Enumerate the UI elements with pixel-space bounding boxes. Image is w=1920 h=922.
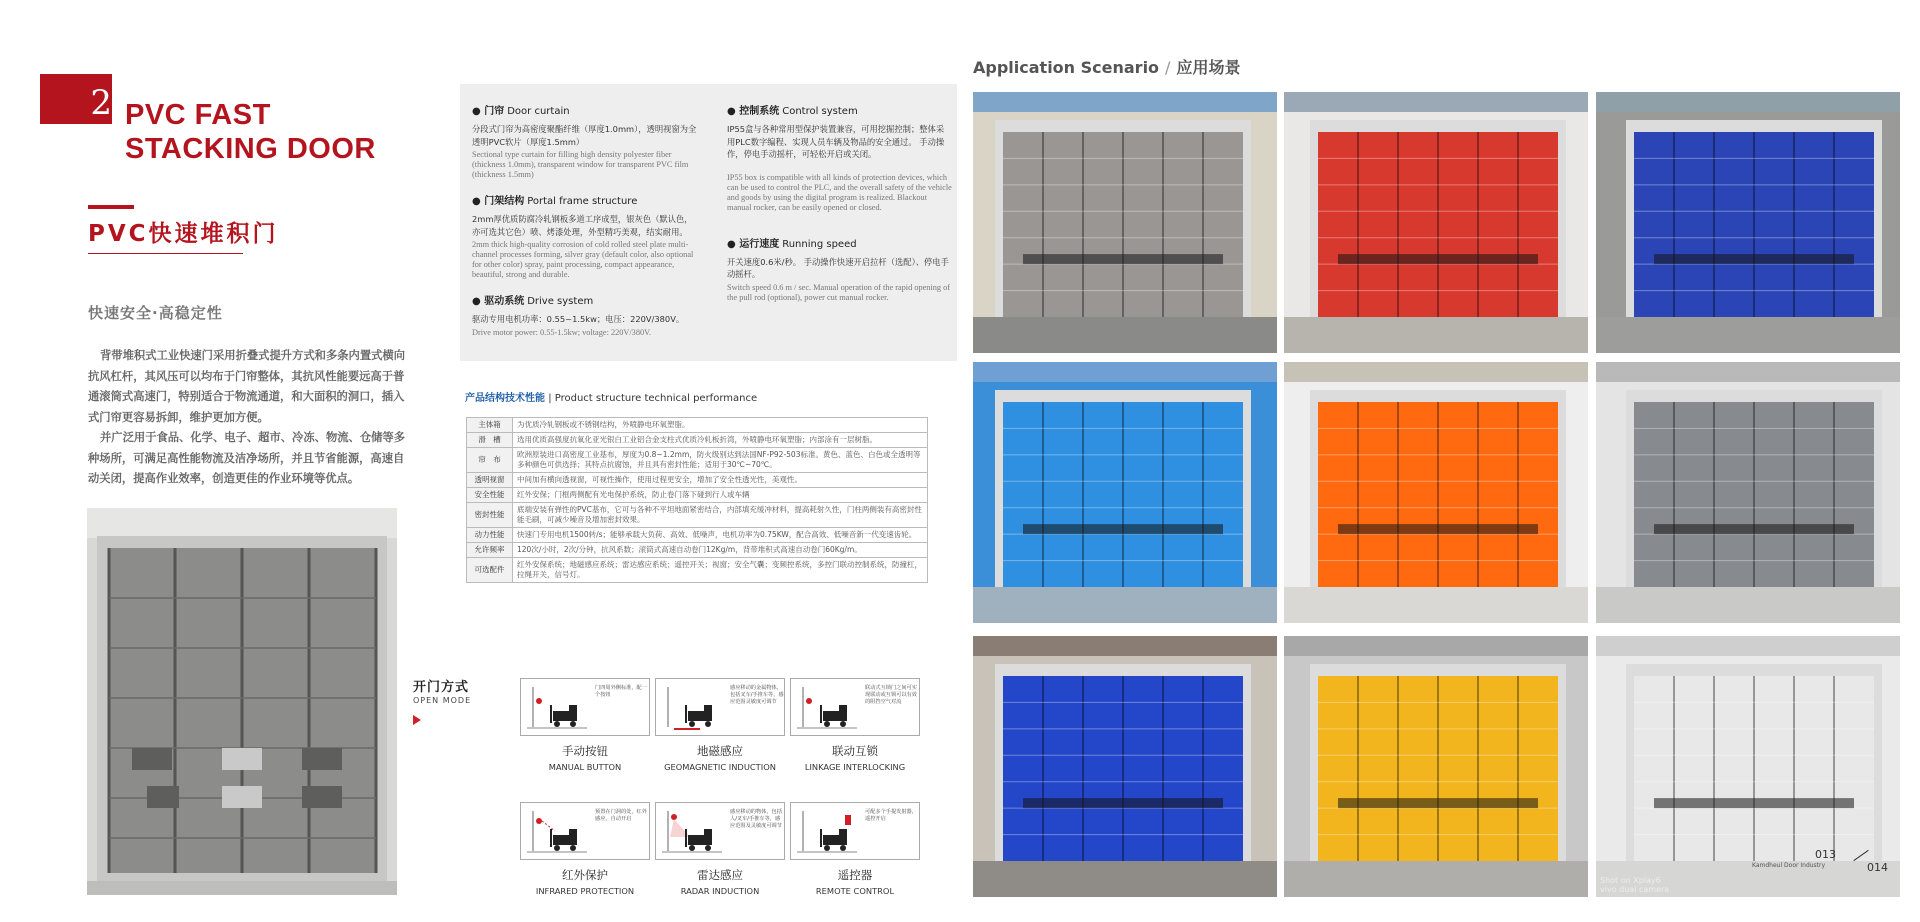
table-cell-key: 动力性能 <box>467 528 513 543</box>
table-cell-key: 主体箱 <box>467 418 513 433</box>
table-heading-en: Product structure technical performance <box>554 393 758 404</box>
open-mode-label-en: LINKAGE INTERLOCKING <box>804 762 906 772</box>
table-cell-key: 可选配件 <box>467 558 513 583</box>
table-row <box>467 543 928 558</box>
table-row <box>467 528 928 543</box>
gallery-heading-cn: 应用场景 <box>1176 58 1241 77</box>
forklift-icon <box>525 807 589 855</box>
spec-en-speed: Switch speed 0.6 m / sec. Manual operation of the rapid opening of the pull rod (optional), power cut manual rocker. <box>727 282 951 302</box>
table-cell-value: 120次/小时，2次/分钟，抗风系数；滚筒式高速自动卷门12Kg/m，背带堆积式高速自动卷门60Kg/m。 <box>513 543 928 558</box>
open-mode-card <box>655 802 785 896</box>
spec-head-drive: ● 驱动系统 Drive system <box>472 296 594 307</box>
table-heading-sep: | <box>548 393 552 404</box>
open-mode-note: 门四周外侧标准，配一个按钮 <box>595 685 647 698</box>
table-row <box>467 503 928 528</box>
door-illustration <box>973 636 1277 897</box>
table-row <box>467 558 928 583</box>
open-mode-card <box>655 678 785 772</box>
application-photo <box>1596 362 1900 623</box>
spec-en-door-curtain: Sectional type curtain for filling high density polyester fiber (thickness 1.0mm), transparent window for transparent PVC film (thickness 1.5mm) <box>472 150 689 179</box>
spec-cn-frame: 2mm厚优质防腐冷轧钢板多道工序成型，银灰色（默认色，亦可选其它色）喷、烤漆处理，外型精巧美观，结实耐用。 <box>472 214 693 237</box>
open-mode-label-en: GEOMAGNETIC INDUCTION <box>664 762 776 772</box>
watermark-line-2: vivo dual camera <box>1600 885 1670 894</box>
spec-head-door-curtain: ● 门帘 Door curtain <box>472 106 570 117</box>
spec-cn-speed: 开关速度0.6米/秒。 手动操作快速开启拉杆（选配）、停电手动摇杆。 <box>727 256 949 279</box>
table-heading-cn: 产品结构技术性能 <box>465 393 545 404</box>
spec-en-frame: 2mm thick high-quality corrosion of cold rolled steel plate multi-channel processes forming, silver gray (default color, also optional for other color) spray, paint processing, compact appearance, beautiful, strong and durable. <box>472 240 694 279</box>
section-number-box <box>40 74 112 124</box>
spec-column-right <box>727 102 952 315</box>
gallery-heading-sep: / <box>1165 58 1171 77</box>
spec-column-left <box>472 102 697 350</box>
open-mode-note: 可配多个手提发射器，遥控开启 <box>865 809 917 822</box>
table-row <box>467 433 928 448</box>
spec-en-drive: Drive motor power: 0.55-1.5kw; voltage: 220V/380V. <box>472 327 652 337</box>
forklift-diagram <box>790 678 920 736</box>
spec-cn-drive: 驱动专用电机功率：0.55~1.5kw；电压：220V/380V。 <box>472 314 685 324</box>
door-illustration <box>1284 92 1588 353</box>
gallery-heading <box>973 55 1240 78</box>
table-cell-value: 为优质冷轧钢板或不锈钢结构，外喷静电环氧塑脂。 <box>513 418 928 433</box>
table-cell-value: 红外安保；门框两侧配有光电保护系统，防止卷门落下碰到行人或车辆 <box>513 488 928 503</box>
door-illustration <box>973 92 1277 353</box>
table-cell-key: 允许频率 <box>467 543 513 558</box>
open-mode-label-cn: 地磁感应 <box>697 744 743 758</box>
spec-panel <box>460 84 957 361</box>
open-mode-label-en: MANUAL BUTTON <box>548 762 622 772</box>
door-illustration <box>1284 636 1588 897</box>
table-row <box>467 448 928 473</box>
open-mode-title: 开门方式 <box>413 680 470 695</box>
page-number-right: 014 <box>1867 861 1888 874</box>
camera-watermark <box>1600 876 1669 894</box>
application-photo <box>973 362 1277 623</box>
table-cell-value: 选用优质高强度抗氧化亚光银白工业铝合金支柱式优质冷轧板折湾，外喷静电环氧塑脂；内部涂有一层树脂。 <box>513 433 928 448</box>
table-cell-key: 透明视窗 <box>467 473 513 488</box>
table-row <box>467 418 928 433</box>
table-cell-key: 帘 布 <box>467 448 513 473</box>
table-cell-value: 底端安装有弹性的PVC基布，它可与各种不平坦地面紧密结合，内部填充缓冲材料，提高耗射久性，门柱两侧装有高密封性能毛刷，可减少噪音及增加密封效果。 <box>513 503 928 528</box>
open-mode-note: 联动式互锁门之间可实现联动或互锁可以有效的阻挡空气对流 <box>865 685 917 705</box>
watermark-line-1: Shot on Xplay6 <box>1600 876 1661 885</box>
play-triangle-icon <box>413 715 421 725</box>
title-underline <box>88 253 243 254</box>
title-accent-bar <box>88 205 134 209</box>
forklift-icon <box>525 683 589 731</box>
door-illustration <box>1596 362 1900 623</box>
open-mode-label-cn: 手动按钮 <box>562 744 608 758</box>
spec-cn-door-curtain: 分段式门帘为高密度聚酯纤维（厚度1.0mm），透明视窗为全透明PVC软片（厚度1.5mm） <box>472 124 697 147</box>
open-mode-label-cn: 雷达感应 <box>697 868 743 882</box>
spec-head-control: ● 控制系统 Control system <box>727 106 858 117</box>
open-mode-label-cn: 遥控器 <box>837 868 873 882</box>
table-row <box>467 473 928 488</box>
spec-en-control: IP55 box is compatible with all kinds of protection devices, which can be used to control the PLC, and the overall safety of the vehicle and goods by using the digital program is realized. Blackout manual rocker, can be easily opened or closed. <box>727 172 952 212</box>
application-photo <box>973 92 1277 353</box>
open-mode-label-cn: 联动互锁 <box>832 744 878 758</box>
spec-head-speed: ● 运行速度 Running speed <box>727 238 857 250</box>
table-cell-key: 安全性能 <box>467 488 513 503</box>
forklift-icon <box>795 807 859 855</box>
page-number-left: 013 <box>1815 848 1836 861</box>
table-cell-value: 中间加有横向透视窗，可视性操作，使用过程更安全，增加了安全性透光性，美观性。 <box>513 473 928 488</box>
forklift-icon <box>660 807 724 855</box>
forklift-icon <box>795 683 859 731</box>
open-mode-card <box>790 678 920 772</box>
company-name: Kamdheul Door Industry <box>1752 862 1826 869</box>
forklift-diagram <box>520 678 650 736</box>
door-illustration <box>973 362 1277 623</box>
door-illustration <box>1284 362 1588 623</box>
spec-head-frame: ● 门架结构 Portal frame structure <box>472 196 638 207</box>
open-mode-card <box>520 678 650 772</box>
application-photo <box>1284 636 1588 897</box>
intro-paragraph-1: 背带堆积式工业快速门采用折叠式提升方式和多条内置式横向抗风杠杆，其风压可以均布于门帘整体，其抗风性能要远高于普通滚筒式高速门，特别适合于物流通道，和大面积的洞口，插入式门帘更容易拆卸，维护更加方便。 <box>88 349 406 424</box>
forklift-diagram <box>655 802 785 860</box>
open-mode-note: 预置在门洞的处，红外感应，自动开启 <box>595 809 647 822</box>
table-cell-key: 滑 槽 <box>467 433 513 448</box>
intro-paragraph-2: 并广泛用于食品、化学、电子、超市、冷冻、物流、仓储等多种场所，可满足高性能物流及洁净场所，并且节省能源，高速自动关闭，提高作业效率，创造更佳的作业环境等优点。 <box>88 431 406 485</box>
open-mode-note: 感应移动的金属物体，包括叉车/手推车等，感应范围灵敏度可调节 <box>730 685 784 705</box>
open-mode-card <box>790 802 920 896</box>
open-mode-label-en: RADAR INDUCTION <box>680 886 760 896</box>
open-mode-label-en: REMOTE CONTROL <box>815 886 895 896</box>
open-mode-label-cn: 红外保护 <box>562 868 608 882</box>
application-photo <box>1596 92 1900 353</box>
title-cn: PVC快速堆积门 <box>88 221 279 247</box>
forklift-icon <box>660 683 724 731</box>
application-photo <box>1284 362 1588 623</box>
subtitle: 快速安全·高稳定性 <box>88 304 223 322</box>
door-illustration <box>1596 92 1900 353</box>
table-cell-value: 红外安保系统；地磁感应系统；雷达感应系统；遥控开关；视窗；安全气囊；变频控系统，多控门联动控制系统，防撞杠，拉绳开关，信号灯。 <box>513 558 928 583</box>
gallery-heading-en: Application Scenario <box>973 58 1160 77</box>
open-mode-label-en: INFRARED PROTECTION <box>535 886 635 896</box>
section-number: 2 <box>90 83 112 123</box>
table-heading <box>465 389 757 404</box>
product-photo-main <box>87 508 397 895</box>
table-cell-value: 欧洲原装进口高密度工业基布，厚度为0.8~1.2mm，防火级别达到法国NF-P92-503标准。黄色、蓝色、白色或全透明等多种颜色可供选择；其特点抗腐蚀，并且具有密封性能；适用于30℃~70℃。 <box>513 448 928 473</box>
table-cell-value: 快速门专用电机1500转/s；能够承载大负荷、高效、低噪声，电机功率为0.75KW，配合高效、低噪音新一代变速齿轮。 <box>513 528 928 543</box>
title-en: PVC FAST STACKING DOOR <box>125 99 376 165</box>
forklift-diagram <box>790 802 920 860</box>
application-photo <box>1284 92 1588 353</box>
table-cell-key: 密封性能 <box>467 503 513 528</box>
open-mode-card <box>520 802 650 896</box>
forklift-diagram <box>520 802 650 860</box>
intro-text <box>88 346 415 490</box>
forklift-diagram <box>655 678 785 736</box>
tech-table <box>466 417 928 583</box>
spec-cn-control: IP55盒与各种常用型保护装置兼容，可用挖掘控制；整体采用PLC数字编程、实现人员车辆及物品的安全通过。 手动操作，停电手动摇杆，可轻松开启或关闭。 <box>727 124 945 159</box>
table-row <box>467 488 928 503</box>
open-mode-subtitle: OPEN MODE <box>413 696 472 705</box>
open-mode-note: 感应移动的物体，包括人/叉车/手推车等，感应范围及灵敏度可调节 <box>730 809 782 829</box>
application-photo <box>973 636 1277 897</box>
